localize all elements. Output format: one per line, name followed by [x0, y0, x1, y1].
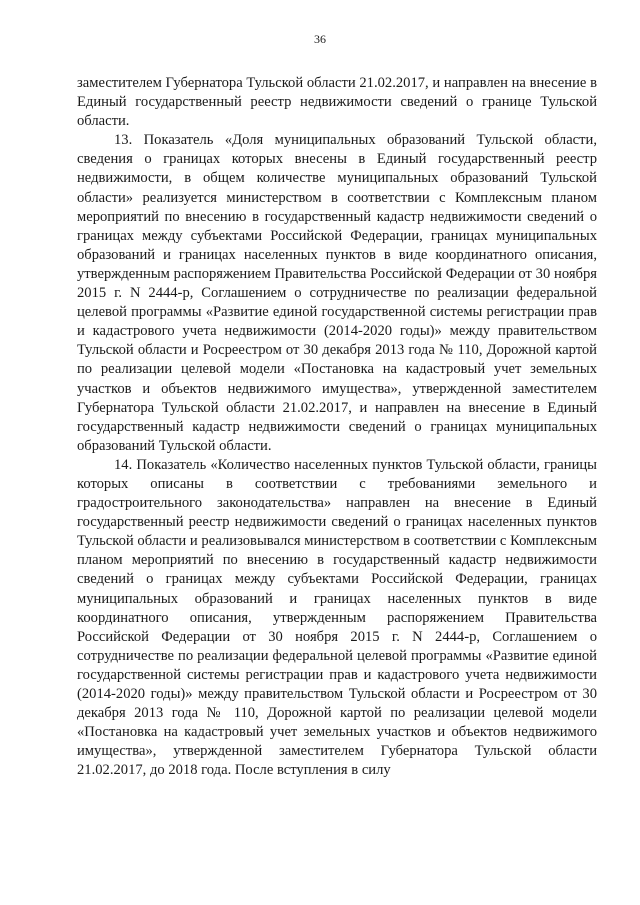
document-body	[77, 74, 597, 780]
paragraph-item-14: 14. Показатель «Количество населенных пунктов Тульской области, границы которых описаны в соответствии с требованиями земельного и градостроительного законодательства» направлен на внесение в Единый государственный реестр недвижимости сведений о границах населенных пунктов Тульской области и реализовывался министерством в соответствии с Комплексным планом мероприятий по внесению в государственный кадастр недвижимости сведений о границах между субъектами Российской Федерации, границах муниципальных образований и границах населенных пунктов в виде координатного описания, утвержденным распоряжением Правительства Российской Федерации от 30 ноября 2015 г. N 2444-р, Соглашением о сотрудничестве по реализации федеральной целевой программы «Развитие единой государственной системы регистрации прав и кадастрового учета недвижимости (2014-2020 годы)» между правительством Тульской области и Росреестром от 30 декабря 2013 года № 110, Дорожной картой по реализации целевой модели «Постановка на кадастровый учет земельных участков и объектов недвижимого имущества», утвержденной заместителем Губернатора Тульской области 21.02.2017, до 2018 года. После вступления в силу	[77, 456, 597, 779]
paragraph-continuation: заместителем Губернатора Тульской области 21.02.2017, и направлен на внесение в Единый государственный реестр недвижимости сведений о границе Тульской области.	[77, 75, 597, 130]
page-number: 36	[314, 32, 326, 46]
paragraph-item-13: 13. Показатель «Доля муниципальных образований Тульской области, сведения о границах которых внесены в Единый государственный реестр недвижимости, в общем количестве муниципальных образований Тульской области» реализуется министерством в соответствии с Комплексным планом мероприятий по внесению в государственный кадастр недвижимости сведений о границах между субъектами Российской Федерации, границах муниципальных образований и границах населенных пунктов в виде координатного описания, утвержденным распоряжением Правительства Российской Федерации от 30 ноября 2015 г. N 2444-р, Соглашением о сотрудничестве по реализации федеральной целевой программы «Развитие единой государственной системы регистрации прав и кадастрового учета недвижимости (2014-2020 годы)» между правительством Тульской области и Росреестром от 30 декабря 2013 года № 110, Дорожной картой по реализации целевой модели «Постановка на кадастровый учет земельных участков и объектов недвижимого имущества», утвержденной заместителем Губернатора Тульской области 21.02.2017, и направлен на внесение в Единый государственный кадастр недвижимости сведений о границах муниципальных образований Тульской области.	[77, 132, 597, 454]
